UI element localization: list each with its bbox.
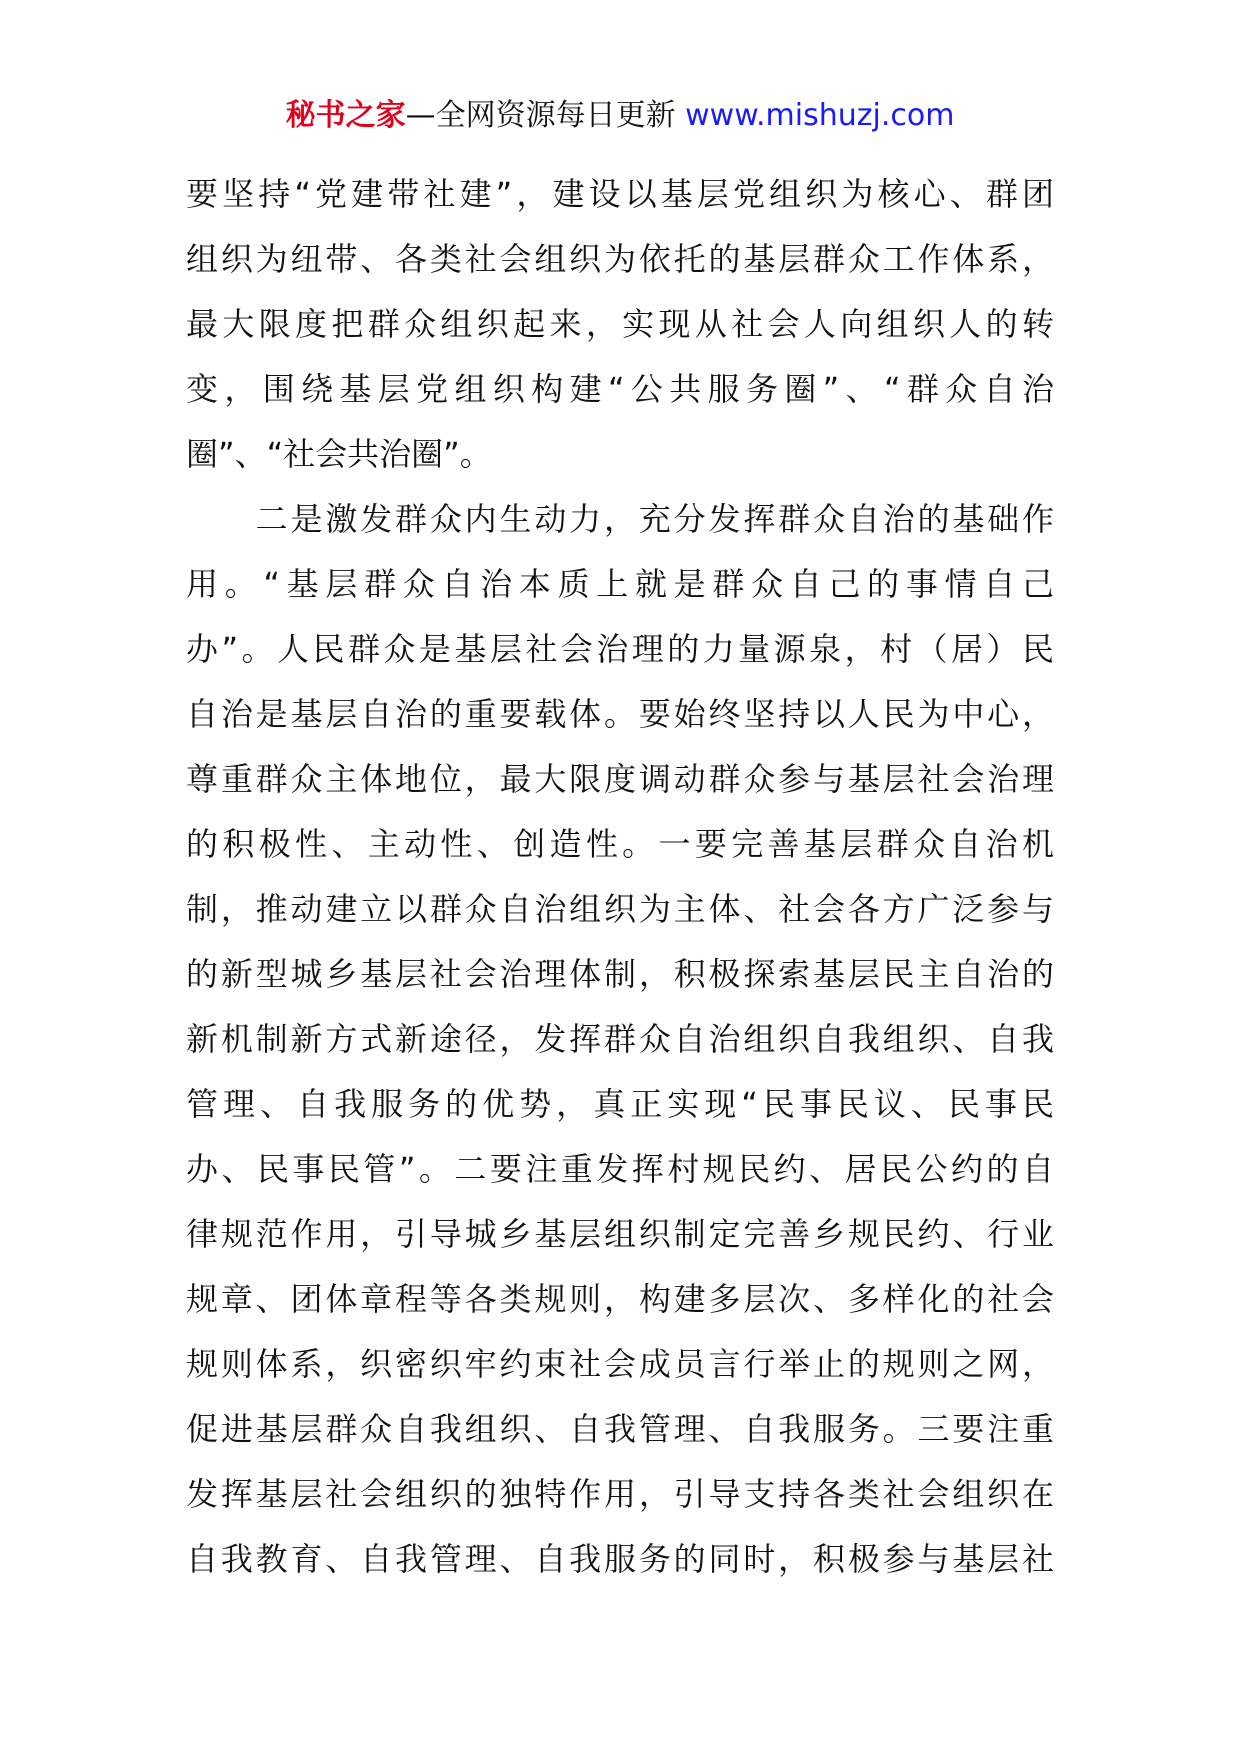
site-tagline: —全网资源每日更新 (405, 98, 676, 133)
text-line: 二是激发群众内生动力，充分发挥群众自治的基础作 (186, 500, 1054, 538)
text-line: 用。“基层群众自治本质上就是群众自己的事情自己 (186, 565, 1054, 603)
text-line: 圈”、“社会共治圈”。 (186, 435, 492, 473)
text-line: 制，推动建立以群众自治组织为主体、社会各方广泛参与 (186, 890, 1054, 928)
text-line: 管理、自我服务的优势，真正实现“民事民议、民事民 (186, 1085, 1054, 1123)
text-line: 发挥基层社会组织的独特作用，引导支持各类社会组织在 (186, 1475, 1054, 1513)
site-brand: 秘书之家 (285, 98, 406, 133)
text-line: 办、民事民管”。二要注重发挥村规民约、居民公约的自 (186, 1150, 1054, 1188)
text-line: 律规范作用，引导城乡基层组织制定完善乡规民约、行业 (186, 1215, 1054, 1253)
text-line: 自治是基层自治的重要载体。要始终坚持以人民为中心， (186, 695, 1054, 733)
text-line: 办”。人民群众是基层社会治理的力量源泉，村（居）民 (186, 630, 1054, 668)
site-url-link[interactable]: www.mishuzj.com (685, 98, 955, 133)
text-line: 的新型城乡基层社会治理体制，积极探索基层民主自治的 (186, 955, 1054, 993)
text-line: 组织为纽带、各类社会组织为依托的基层群众工作体系， (186, 240, 1054, 278)
text-line: 促进基层群众自我组织、自我管理、自我服务。三要注重 (186, 1410, 1054, 1448)
text-line: 规章、团体章程等各类规则，构建多层次、多样化的社会 (186, 1280, 1054, 1318)
text-line: 尊重群众主体地位，最大限度调动群众参与基层社会治理 (186, 760, 1054, 798)
site-header (0, 96, 1240, 136)
text-line: 自我教育、自我管理、自我服务的同时，积极参与基层社 (186, 1540, 1054, 1578)
document-body (186, 162, 1054, 1592)
text-line: 变，围绕基层党组织构建“公共服务圈”、“群众自治 (186, 370, 1054, 408)
text-line: 的积极性、主动性、创造性。一要完善基层群众自治机 (186, 825, 1054, 863)
text-line: 最大限度把群众组织起来，实现从社会人向组织人的转 (186, 305, 1054, 343)
text-line: 新机制新方式新途径，发挥群众自治组织自我组织、自我 (186, 1020, 1054, 1058)
text-line: 要坚持“党建带社建”，建设以基层党组织为核心、群团 (186, 175, 1054, 213)
text-line: 规则体系，织密织牢约束社会成员言行举止的规则之网， (186, 1345, 1054, 1383)
